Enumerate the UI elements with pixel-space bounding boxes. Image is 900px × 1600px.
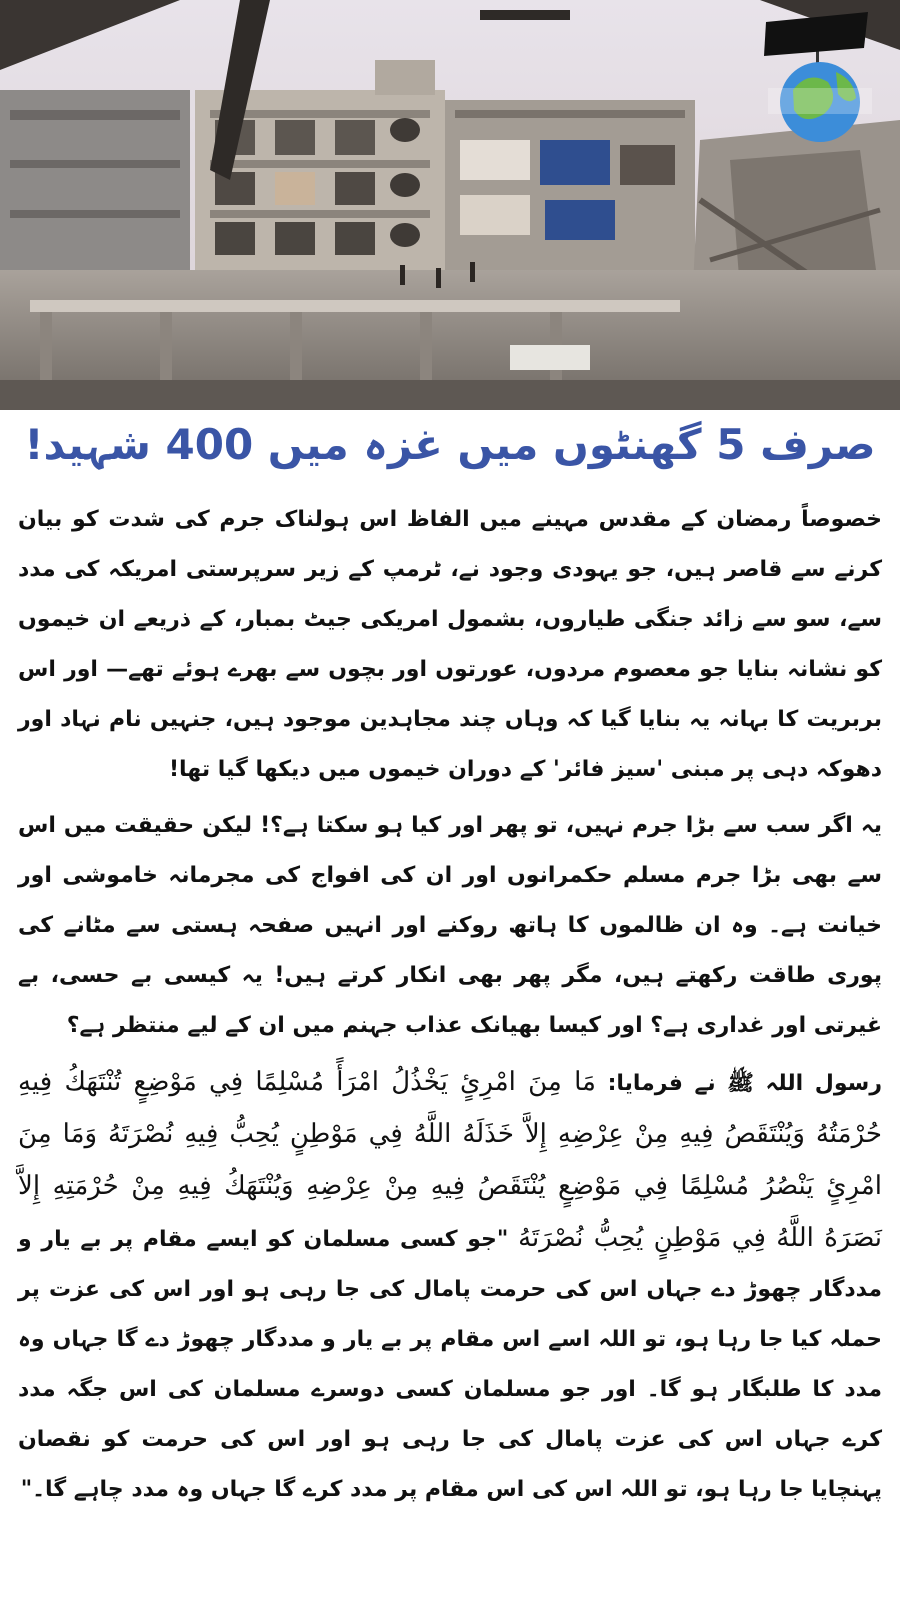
black-flag-icon — [764, 12, 868, 56]
hizb-logo — [758, 10, 878, 150]
hadith-paragraph — [18, 1057, 882, 1515]
headline: صرف 5 گھنٹوں میں غزہ میں 400 شہید! — [24, 420, 876, 469]
paragraph-2: یہ اگر سب سے بڑا جرم نہیں، تو پھر اور کیا ہو سکتا ہے؟! لیکن حقیقت میں اس سے بھی بڑا جرم مسلم حکمرانوں اور ان کی افواج کی مجرمانہ خاموشی اور خیانت ہے۔ وہ ان ظالموں کا ہاتھ روکنے اور انہیں صفحہ ہستی سے مٹانے کی پوری طاقت رکھتے ہیں، مگر پھر بھی انکار کرتے ہیں! یہ کیسی بے حسی، بے غیرتی اور غداری ہے؟ اور کیسا بھیانک عذاب جہنم میں ان کے لیے منتظر ہے؟ — [18, 813, 882, 1038]
article-body — [18, 495, 882, 1521]
paragraph-1: خصوصاً رمضان کے مقدس مہینے میں الفاظ اس ہولناک جرم کی شدت کو بیان کرنے سے قاصر ہیں، جو یہودی وجود نے، ٹرمپ کے زیر سرپرستی امریکہ کی مدد سے، سو سے زائد جنگی طیاروں، بشمول امریکی جیٹ بمبار، کے ذریعے ان خیموں کو نشانہ بنایا جو معصوم مردوں، عورتوں اور بچوں سے بھرے ہوئے تھے— اور اس بربریت کا بہانہ یہ بنایا گیا کہ وہاں چند مجاہدین موجود ہیں، جنہیں نام نہاد اور دھوکہ دہی پر مبنی 'سیز فائر' کے دوران خیموں میں دیکھا گیا تھا! — [18, 507, 882, 782]
hadith-intro: رسول اللہ ﷺ نے فرمایا: — [607, 1071, 882, 1096]
hadith-translation: "جو کسی مسلمان کو ایسے مقام پر بے یار و مددگار چھوڑ دے جہاں اس کی حرمت پامال کی جا رہی ہو اور اس کی عزت پر حملہ کیا جا رہا ہو، تو اللہ اسے اس مقام پر بے یار و مددگار چھوڑ دے گا جہاں وہ مدد کا طلبگار ہو گا۔ اور جو مسلمان کسی دوسرے مسلمان کی اس جگہ مدد کرے جہاں اس کی عزت پامال کی جا رہی ہو اور اس کی حرمت کو نقصان پہنچایا جا رہا ہو، تو اللہ اس کی اس مقام پر مدد کرے گا جہاں وہ مدد چاہے گا۔" — [18, 1227, 882, 1502]
hadith-arabic-text: مَا مِنَ امْرِئٍ يَخْذُلُ امْرَأً مُسْلِمًا فِي مَوْضِعٍ تُنْتَهَكُ فِيهِ حُرْمَتُهُ وَيُنْتَقَصُ فِيهِ مِنْ عِرْضِهِ إِلاَّ خَذَلَهُ اللَّهُ فِي مَوْطِنٍ يُحِبُّ فِيهِ نُصْرَتَهُ وَمَا مِنَ امْرِئٍ يَنْصُرُ مُسْلِمًا فِي مَوْضِعٍ يُنْتَقَصُ فِيهِ مِنْ عِرْضِهِ وَيُنْتَهَكُ فِيهِ مِنْ حُرْمَتِهِ إِلاَّ نَصَرَهُ اللَّهُ فِي مَوْطِنٍ يُحِبُّ نُصْرَتَهُ — [18, 1067, 882, 1253]
